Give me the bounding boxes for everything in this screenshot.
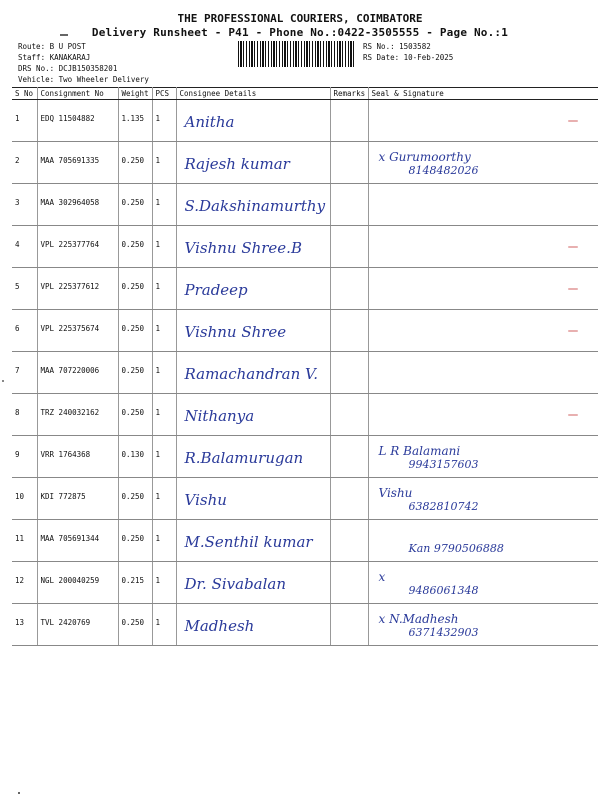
seal-cell [368,604,598,646]
seal-phone: 6382810742 [408,500,479,513]
weight: 0.250 [118,394,152,436]
consignee-cell [176,310,330,352]
runsheet-meta-right [363,41,453,63]
pcs: 1 [152,520,176,562]
row-sno: 2 [12,142,37,184]
consignment-no: VRR 1764368 [37,436,118,478]
consignee-signature: Vishnu Shree.B [184,239,302,257]
remarks [330,142,368,184]
seal-cell [368,436,598,478]
table-row [12,142,598,184]
weight: 0.250 [118,142,152,184]
consignment-no: VPL 225377612 [37,268,118,310]
remarks [330,478,368,520]
table-row [12,604,598,646]
seal-cell [368,226,598,268]
seal-phone: 9486061348 [408,584,479,597]
row-sno: 6 [12,310,37,352]
consignee-signature: Rajesh kumar [184,155,290,173]
consignee-signature: Pradeep [184,281,248,299]
route-label: Route: B U POST [18,42,86,51]
consignee-signature: Vishu [184,491,227,509]
consignment-no: MAA 705691335 [37,142,118,184]
weight: 0.250 [118,352,152,394]
seal-cell [368,478,598,520]
table-body [12,100,598,646]
table-row [12,436,598,478]
seal-cell [368,352,598,394]
seal-phone: 6371432903 [408,626,479,639]
consignee-signature: R.Balamurugan [184,449,304,467]
consignee-cell [176,226,330,268]
col-consignee: Consignee Details [176,88,330,100]
table-row [12,352,598,394]
barcode-image [238,41,356,67]
table-header-row [12,88,598,100]
table-row [12,394,598,436]
staff-label: Staff: KANAKARAJ [18,53,91,62]
ink-mark [568,246,578,248]
consignee-cell [176,352,330,394]
row-sno: 5 [12,268,37,310]
consignee-cell [176,436,330,478]
remarks [330,562,368,604]
remarks [330,604,368,646]
table-row [12,184,598,226]
seal-cell [368,394,598,436]
col-seal: Seal & Signature [368,88,598,100]
row-sno: 11 [12,520,37,562]
seal-cell [368,100,598,142]
consignee-cell [176,604,330,646]
consignment-no: EDQ 11504882 [37,100,118,142]
seal-cell [368,184,598,226]
consignee-signature: M.Senthil kumar [184,533,313,551]
consignee-signature: Ramachandran V. [184,365,319,383]
consignee-signature: Madhesh [184,617,255,635]
remarks [330,184,368,226]
runsheet-subtitle: Delivery Runsheet - P41 - Phone No.:0422-3505555 - Page No.:1 [91,26,509,39]
scan-mark [60,34,68,36]
seal-cell [368,142,598,184]
rs-date: RS Date: 10-Feb-2025 [363,53,454,62]
consignee-signature: Nithanya [184,407,255,425]
consignee-cell [176,520,330,562]
consignee-cell [176,394,330,436]
col-remarks: Remarks [330,88,368,100]
seal-cell [368,562,598,604]
col-sno: S No [12,88,37,100]
pcs: 1 [152,100,176,142]
delivery-table [12,87,598,646]
consignee-cell [176,562,330,604]
row-sno: 4 [12,226,37,268]
consignment-no: NGL 200040259 [37,562,118,604]
table-row [12,226,598,268]
consignment-no: MAA 705691344 [37,520,118,562]
consignment-no: VPL 225377764 [37,226,118,268]
row-sno: 8 [12,394,37,436]
seal-text: x Gurumoorthy [378,150,471,164]
pcs: 1 [152,394,176,436]
pcs: 1 [152,478,176,520]
runsheet-meta-left [18,41,149,85]
col-pcs: PCS [152,88,176,100]
consignee-cell [176,478,330,520]
rs-number: RS No.: 1503582 [363,42,431,51]
consignment-no: MAA 302964058 [37,184,118,226]
remarks [330,520,368,562]
document-title: THE PROFESSIONAL COURIERS, COIMBATORE [177,12,423,25]
table-row [12,100,598,142]
table-row [12,310,598,352]
consignment-no: TVL 2420769 [37,604,118,646]
ink-mark [568,288,578,290]
scan-mark [2,380,4,382]
remarks [330,226,368,268]
col-consignment: Consignment No [37,88,118,100]
weight: 0.130 [118,436,152,478]
seal-phone: 8148482026 [408,164,479,177]
ink-mark [568,330,578,332]
seal-text: x N.Madhesh [378,612,459,626]
remarks [330,268,368,310]
consignee-signature: S.Dakshinamurthy [184,197,326,215]
pcs: 1 [152,436,176,478]
seal-cell [368,310,598,352]
scan-mark [18,792,20,794]
row-sno: 1 [12,100,37,142]
table-row [12,268,598,310]
row-sno: 10 [12,478,37,520]
row-sno: 7 [12,352,37,394]
remarks [330,436,368,478]
weight: 0.250 [118,268,152,310]
table-row [12,478,598,520]
seal-text: L R Balamani [378,444,461,458]
weight: 1.135 [118,100,152,142]
seal-phone: Kan 9790506888 [408,542,504,555]
consignee-cell [176,184,330,226]
weight: 0.250 [118,604,152,646]
remarks [330,310,368,352]
remarks [330,100,368,142]
row-sno: 12 [12,562,37,604]
consignee-cell [176,100,330,142]
consignment-no: MAA 707220006 [37,352,118,394]
seal-phone: 9943157603 [408,458,479,471]
consignment-no: KDI 772875 [37,478,118,520]
consignee-signature: Dr. Sivabalan [184,575,287,593]
row-sno: 9 [12,436,37,478]
consignee-signature: Vishnu Shree [184,323,287,341]
remarks [330,394,368,436]
pcs: 1 [152,604,176,646]
ink-mark [568,120,578,122]
row-sno: 13 [12,604,37,646]
ink-mark [568,414,578,416]
weight: 0.250 [118,184,152,226]
pcs: 1 [152,226,176,268]
vehicle-label: Vehicle: Two Wheeler Delivery [18,75,149,84]
row-sno: 3 [12,184,37,226]
remarks [330,352,368,394]
seal-text: Vishu [378,486,413,500]
pcs: 1 [152,142,176,184]
consignee-signature: Anitha [184,113,235,131]
weight: 0.250 [118,226,152,268]
pcs: 1 [152,310,176,352]
weight: 0.215 [118,562,152,604]
seal-text: x [378,570,386,584]
pcs: 1 [152,562,176,604]
weight: 0.250 [118,478,152,520]
consignee-cell [176,268,330,310]
consignment-no: VPL 225375674 [37,310,118,352]
seal-cell [368,268,598,310]
drs-label: DRS No.: DCJB150358201 [18,64,118,73]
col-weight: Weight [118,88,152,100]
weight: 0.250 [118,310,152,352]
seal-cell [368,520,598,562]
table-row [12,520,598,562]
pcs: 1 [152,184,176,226]
pcs: 1 [152,352,176,394]
table-row [12,562,598,604]
consignee-cell [176,142,330,184]
pcs: 1 [152,268,176,310]
weight: 0.250 [118,520,152,562]
consignment-no: TRZ 240032162 [37,394,118,436]
